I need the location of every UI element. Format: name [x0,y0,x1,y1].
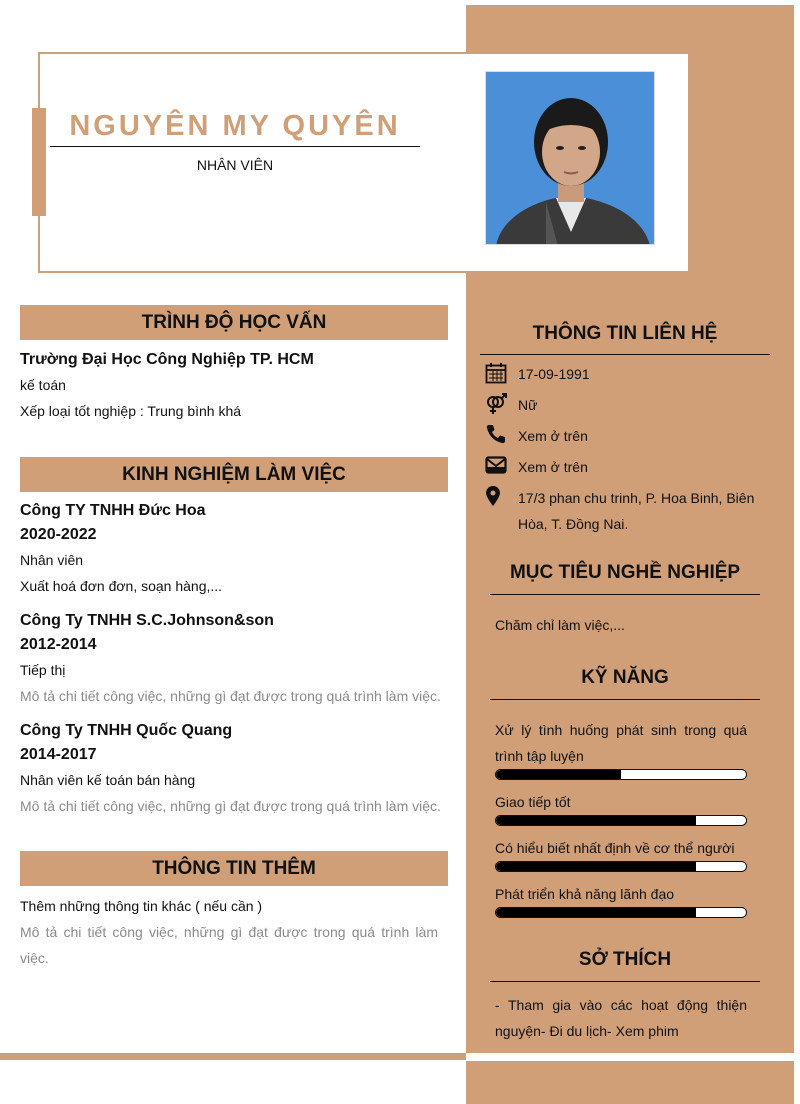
job-company: Công Ty TNHH S.C.Johnson&son [20,612,274,629]
portrait-illustration [486,72,655,245]
more-info-description: Mô tả chi tiết công việc, những gì đạt được trong quá trình làm việc. [20,924,438,966]
skill-bar [495,815,747,826]
job-company: Công TY TNHH Đức Hoa [20,502,206,519]
education-major: kế toán [20,377,66,393]
objective-divider [490,594,760,595]
bottom-divider [0,1053,466,1060]
sidebar-background-footer [466,1061,794,1104]
job-company: Công Ty TNHH Quốc Quang [20,722,233,739]
job-position: Nhân viên [20,552,84,568]
skill-bar-fill [496,908,696,917]
contact-address: 17/3 phan chu trinh, P. Hoa Binh, Biên Hòa, T. Đồng Nai. [518,490,755,532]
job-period: 2020-2022 [20,526,97,543]
job-title: NHÂN VIÊN [196,157,274,173]
skill-label: Phát triển khả năng lãnh đạo [495,886,675,902]
contact-heading: THÔNG TIN LIÊN HỆ [532,323,718,344]
contact-birthday: 17-09-1991 [518,366,590,382]
name-underline [50,146,420,147]
more-info-heading: THÔNG TIN THÊM [20,851,448,886]
skill-bar-fill [496,770,621,779]
skills-divider [490,699,760,700]
skill-bar-fill [496,862,696,871]
email-icon [485,454,507,476]
skills-heading: KỸ NĂNG [581,667,669,688]
job-description: Xuất hoá đơn đơn, soạn hàng,... [20,578,223,594]
phone-icon [485,423,507,445]
contact-phone: Xem ở trên [518,428,588,444]
contact-email: Xem ở trên [518,459,588,475]
gender-icon [485,393,507,415]
job-description: Mô tả chi tiết công việc, những gì đạt được trong quá trình làm việc. [20,688,441,704]
skill-bar [495,861,747,872]
skill-bar [495,907,747,918]
objective-text: Chăm chỉ làm việc,... [495,617,625,633]
job-period: 2012-2014 [20,636,97,653]
skill-bar [495,769,747,780]
education-grade: Xếp loại tốt nghiệp : Trung bình khá [20,403,242,419]
experience-heading: KINH NGHIỆM LÀM VIỆC [20,457,448,492]
skill-bar-fill [496,816,696,825]
objective-heading: MỤC TIÊU NGHỀ NGHIỆP [509,562,741,583]
education-heading: TRÌNH ĐỘ HỌC VẤN [20,305,448,340]
hobbies-text: - Tham gia vào các hoạt động thiện nguyện- Đi du lịch- Xem phim [495,997,747,1039]
job-position: Tiếp thị [20,662,66,678]
contact-gender: Nữ [518,397,538,413]
more-info-line: Thêm những thông tin khác ( nếu cần ) [20,898,263,914]
contact-divider [480,354,770,355]
header-accent-bar [32,108,46,216]
skill-label: Xử lý tình huống phát sinh trong quá trình tập luyện [495,722,747,764]
skill-label: Giao tiếp tốt [495,794,571,810]
location-pin-icon [485,485,507,507]
hobbies-divider [490,981,760,982]
job-description: Mô tả chi tiết công việc, những gì đạt được trong quá trình làm việc. [20,798,441,814]
candidate-name: NGUYÊN MY QUYÊN [69,110,401,142]
job-period: 2014-2017 [20,746,97,763]
job-position: Nhân viên kế toán bán hàng [20,772,196,788]
calendar-icon [485,362,507,384]
education-school: Trường Đại Học Công Nghiệp TP. HCM [20,351,314,368]
hobbies-heading: SỞ THÍCH [578,949,672,970]
skill-label: Có hiểu biết nhất định về cơ thể người [495,840,735,856]
profile-photo [485,71,655,245]
